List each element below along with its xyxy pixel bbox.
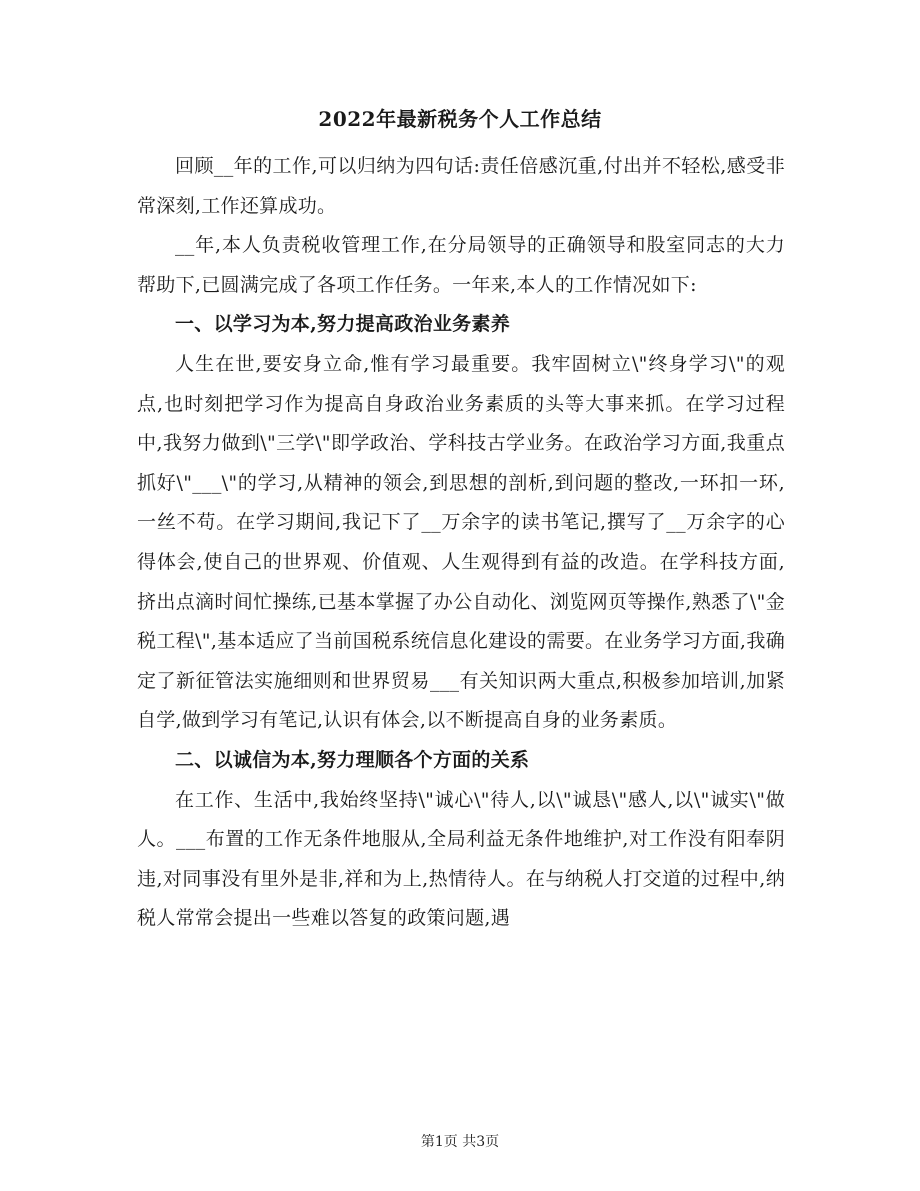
paragraph-intro: 回顾__年的工作,可以归纳为四句话:责任倍感沉重,付出并不轻松,感受非常深刻,工作还算成功。: [137, 155, 785, 217]
document-title: 2022年最新税务个人工作总结: [318, 107, 602, 131]
section-heading-study: 一、以学习为本,努力提高政治业务素养: [175, 313, 511, 336]
section-heading-integrity: 二、以诚信为本,努力理顺各个方面的关系: [175, 748, 530, 771]
paragraph-overview: __年,本人负责税收管理工作,在分局领导的正确领导和股室同志的大力帮助下,已圆满完成了各项工作任务。一年来,本人的工作情况如下:: [137, 234, 785, 296]
page-number: 第1页 共3页: [420, 1134, 500, 1150]
document-body: [137, 147, 785, 939]
paragraph-study: 人生在世,要安身立命,惟有学习最重要。我牢固树立\"终身学习\"的观点,也时刻把学习作为提高自身政治业务素质的头等大事来抓。在学习过程中,我努力做到\"三学\"即学政治、学科技古学业务。在政治学习方面,我重点抓好\"___\"的学习,从精神的领会,到思想的剖析,到问题的整改,一环扣一环,一丝不苟。在学习期间,我记下了__万余字的读书笔记,撰写了__万余字的心得体会,使自己的世界观、价值观、人生观得到有益的改造。在学科技方面,挤出点滴时间忙操练,已基本掌握了办公自动化、浏览网页等操作,熟悉了\"金税工程\",基本适应了当前国税系统信息化建设的需要。在业务学习方面,我确定了新征管法实施细则和世界贸易___有关知识两大重点,积极参加培训,加紧自学,做到学习有笔记,认识有体会,以不断提高自身的业务素质。: [137, 352, 785, 732]
paragraph-integrity: 在工作、生活中,我始终坚持\"诚心\"待人,以\"诚恳\"感人,以\"诚实\"做人。___布置的工作无条件地服从,全局利益无条件地维护,对工作没有阳奉阴违,对同事没有里外是非,祥和为上,热情待人。在与纳税人打交道的过程中,纳税人常常会提出一些难以答复的政策问题,遇: [137, 788, 785, 930]
